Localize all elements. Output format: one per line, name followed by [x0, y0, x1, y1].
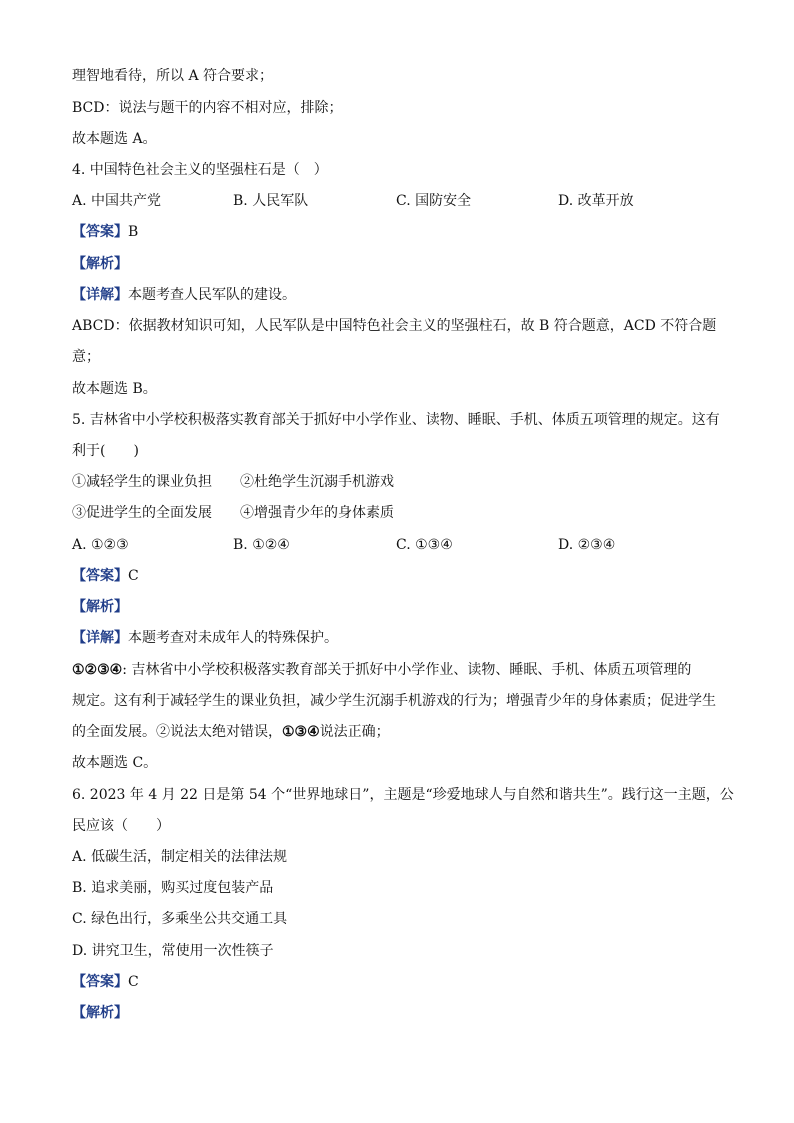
option-c: C. 国防安全 — [396, 193, 472, 209]
answer-value: C — [128, 568, 139, 584]
prev-conclusion: 故本题选 A。 — [72, 131, 157, 147]
question-4-conclusion: 故本题选 B。 — [72, 381, 157, 397]
answer-value: C — [128, 974, 139, 990]
explain-text: 说法正确； — [319, 724, 390, 740]
question-4-detail — [72, 285, 296, 305]
detail-text: 本题考查人民军队的建设。 — [128, 287, 296, 303]
statement-numbers: ①②③④ — [72, 662, 123, 678]
statement-2: ②杜绝学生沉溺手机游戏 — [240, 474, 394, 490]
option-b: B. 追求美丽，购买过度包装产品 — [72, 880, 274, 896]
detail-text: 本题考查对未成年人的特殊保护。 — [128, 630, 338, 646]
question-5-explain-line — [72, 722, 390, 742]
detail-tag: 【详解】 — [72, 287, 128, 303]
question-6-stem: 民应该（ ） — [72, 818, 170, 834]
option-d: D. 讲究卫生，常使用一次性筷子 — [72, 943, 274, 959]
question-6-answer — [72, 972, 139, 992]
question-6-stem: 6. 2023 年 4 月 22 日是第 54 个“世界地球日”，主题是“珍爱地球人与自然和谐共生”。践行这一主题，公 — [72, 787, 734, 803]
question-5-explain-line: 规定。这有利于减轻学生的课业负担，减少学生沉溺手机游戏的行为；增强青少年的身体素质；促进学生 — [72, 693, 716, 709]
analysis-tag: 【解析】 — [72, 256, 128, 272]
option-a: A. ①②③ — [72, 537, 129, 553]
question-4-answer — [72, 222, 138, 242]
statement-numbers: ①③④ — [282, 724, 320, 740]
question-5-stem: 利于( ) — [72, 443, 139, 459]
question-5-detail — [72, 628, 338, 648]
question-5-analysis-tag — [72, 597, 128, 617]
question-5-stem: 5. 吉林省中小学校积极落实教育部关于抓好中小学作业、读物、睡眠、手机、体质五项管理的规定。这有 — [72, 412, 720, 428]
option-c: C. ①③④ — [396, 537, 453, 553]
answer-tag: 【答案】 — [72, 568, 128, 584]
question-4-analysis-tag — [72, 254, 128, 274]
statement-4: ④增强青少年的身体素质 — [240, 505, 394, 521]
question-4-explain-line: 意； — [72, 349, 100, 365]
prev-explain-line: BCD：说法与题干的内容不相对应，排除； — [72, 100, 343, 116]
option-a: A. 低碳生活，制定相关的法律法规 — [72, 849, 288, 865]
answer-tag: 【答案】 — [72, 224, 128, 240]
question-4-stem: 4. 中国特色社会主义的坚强柱石是（ ） — [72, 162, 328, 178]
explain-text: 的全面发展。②说法太绝对错误， — [72, 724, 282, 740]
option-b: B. ①②④ — [233, 537, 290, 553]
analysis-tag: 【解析】 — [72, 599, 128, 615]
option-d: D. ②③④ — [558, 537, 616, 553]
question-5-answer — [72, 566, 139, 586]
option-d: D. 改革开放 — [558, 193, 634, 209]
detail-tag: 【详解】 — [72, 630, 128, 646]
question-6-analysis-tag — [72, 1003, 128, 1023]
question-5-explain-line — [72, 660, 691, 680]
option-c: C. 绿色出行，多乘坐公共交通工具 — [72, 911, 288, 927]
question-4-explain-line: ABCD：依据教材知识可知，人民军队是中国特色社会主义的坚强柱石，故 B 符合题意，ACD 不符合题 — [72, 318, 717, 334]
answer-value: B — [128, 224, 139, 240]
statement-1: ①减轻学生的课业负担 — [72, 474, 212, 490]
option-b: B. 人民军队 — [233, 193, 309, 209]
analysis-tag: 【解析】 — [72, 1005, 128, 1021]
answer-tag: 【答案】 — [72, 974, 128, 990]
option-a: A. 中国共产党 — [72, 193, 162, 209]
question-5-conclusion: 故本题选 C。 — [72, 755, 158, 771]
prev-explain-line: 理智地看待，所以 A 符合要求； — [72, 68, 274, 84]
explain-text: : 吉林省中小学校积极落实教育部关于抓好中小学作业、读物、睡眠、手机、体质五项管理的 — [122, 662, 692, 678]
statement-3: ③促进学生的全面发展 — [72, 505, 212, 521]
